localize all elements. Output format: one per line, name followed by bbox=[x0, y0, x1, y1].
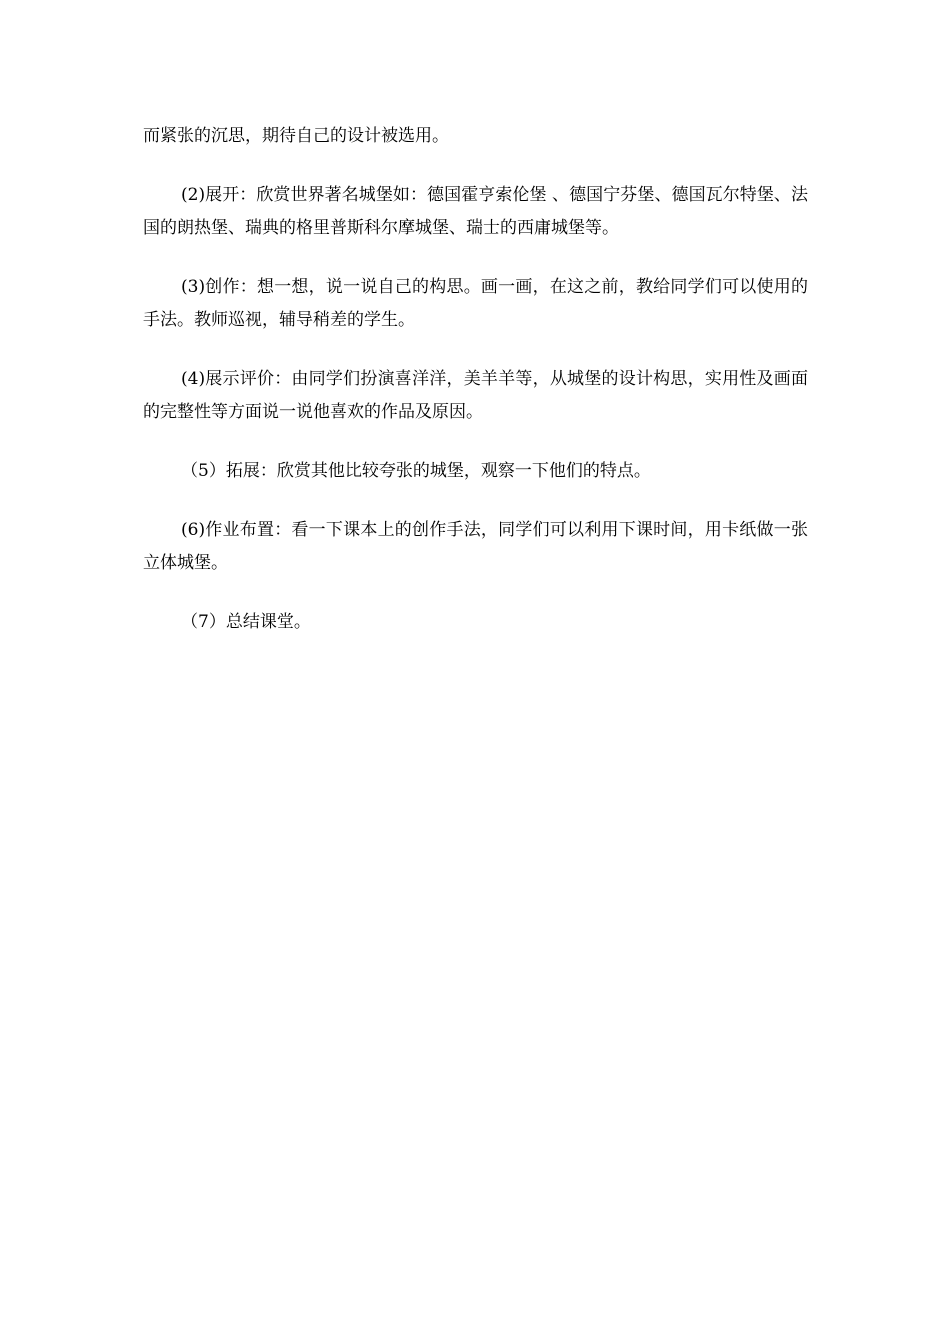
paragraph-step-7-summary: （7）总结课堂。 bbox=[181, 612, 311, 632]
paragraph-step-2-expand: (2)展开：欣赏世界著名城堡如：德国霍亨索伦堡 、德国宁芬堡、德国瓦尔特堡、法国的朗热堡、瑞典的格里普斯科尔摩城堡、瑞士的西庸城堡等。 bbox=[143, 185, 808, 238]
paragraph-continuation: 而紧张的沉思，期待自己的设计被选用。 bbox=[143, 126, 449, 146]
paragraph-step-5-extend: （5）拓展：欣赏其他比较夸张的城堡，观察一下他们的特点。 bbox=[181, 461, 651, 481]
document-body bbox=[143, 120, 808, 665]
paragraph-step-4-evaluate: (4)展示评价：由同学们扮演喜洋洋，美羊羊等，从城堡的设计构思，实用性及画面的完整性等方面说一说他喜欢的作品及原因。 bbox=[143, 369, 808, 422]
paragraph-step-6-homework: (6)作业布置：看一下课本上的创作手法，同学们可以利用下课时间，用卡纸做一张立体城堡。 bbox=[143, 520, 808, 573]
paragraph-step-3-create: (3)创作：想一想，说一说自己的构思。画一画，在这之前，教给同学们可以使用的手法。教师巡视，辅导稍差的学生。 bbox=[143, 277, 808, 330]
